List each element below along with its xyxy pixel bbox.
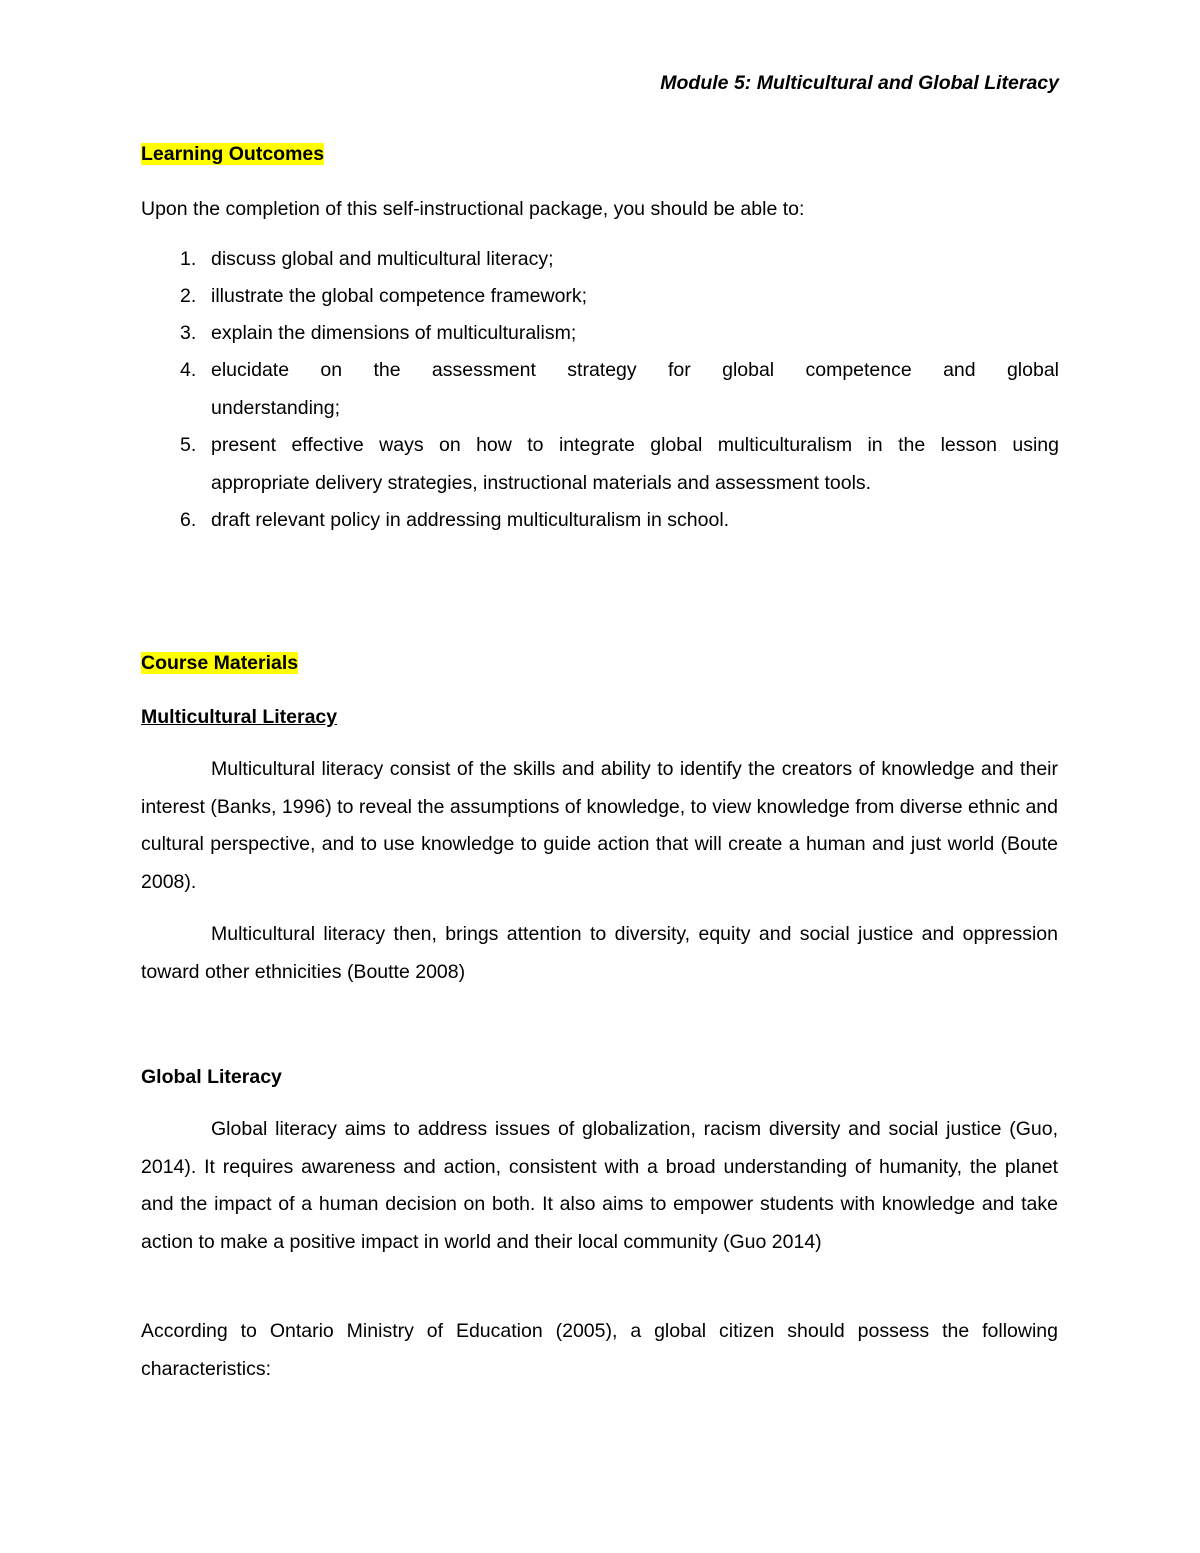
list-text-line: present effective ways on how to integrate global multiculturalism in the lesson using <box>211 434 1059 456</box>
list-text: illustrate the global competence framework; <box>211 285 588 307</box>
list-text-line: elucidate on the assessment strategy for global competence and global <box>211 359 1059 381</box>
learning-outcomes-heading-text: Learning Outcomes <box>141 143 325 165</box>
list-number: 3. <box>180 322 197 344</box>
list-text: discuss global and multicultural literacy; <box>211 248 554 270</box>
multicultural-literacy-paragraph-2: Multicultural literacy then, brings attention to diversity, equity and social justice and oppression toward other ethnicities (Boutte 2008) <box>141 923 1058 983</box>
list-item <box>180 241 1059 279</box>
global-literacy-paragraph-1: Global literacy aims to address issues of globalization, racism diversity and social justice (Guo, 2014). It requires awareness and action, consistent with a broad understanding of humanity, the planet and the impact of a human decision on both. It also aims to empower students with knowledge and take action to make a positive impact in world and their local community (Guo 2014) <box>141 1118 1058 1253</box>
list-item <box>180 315 1059 353</box>
global-literacy-heading: Global Literacy <box>141 1066 282 1088</box>
list-text: explain the dimensions of multiculturalism; <box>211 322 577 344</box>
list-number: 4. <box>180 359 197 381</box>
multicultural-literacy-paragraph-1: Multicultural literacy consist of the skills and ability to identify the creators of knowledge and their interest (Banks, 1996) to reveal the assumptions of knowledge, to view knowledge from diverse ethnic and cultural perspective, and to use knowledge to guide action that will create a human and just world (Boute 2008). <box>141 758 1058 893</box>
multicultural-literacy-heading: Multicultural Literacy <box>141 706 338 728</box>
list-number: 2. <box>180 285 197 307</box>
list-item <box>180 278 1059 316</box>
list-text-line: understanding; <box>211 396 341 419</box>
list-item <box>180 427 1059 502</box>
page-header-title: Module 5: Multicultural and Global Literacy <box>660 72 1059 94</box>
course-materials-heading-text: Course Materials <box>141 652 299 674</box>
learning-outcomes-intro: Upon the completion of this self-instructional package, you should be able to: <box>141 198 805 220</box>
list-number: 1. <box>180 248 197 270</box>
list-number: 6. <box>180 509 197 531</box>
learning-outcomes-heading <box>141 143 324 166</box>
list-text-line: appropriate delivery strategies, instructional materials and assessment tools. <box>211 471 872 494</box>
list-text: draft relevant policy in addressing multiculturalism in school. <box>211 509 730 531</box>
course-materials-heading <box>141 652 298 675</box>
list-number: 5. <box>180 434 197 456</box>
global-literacy-paragraph-2: According to Ontario Ministry of Education (2005), a global citizen should possess the following characteristics: <box>141 1320 1058 1380</box>
list-item <box>180 352 1059 427</box>
list-item <box>180 502 1059 540</box>
